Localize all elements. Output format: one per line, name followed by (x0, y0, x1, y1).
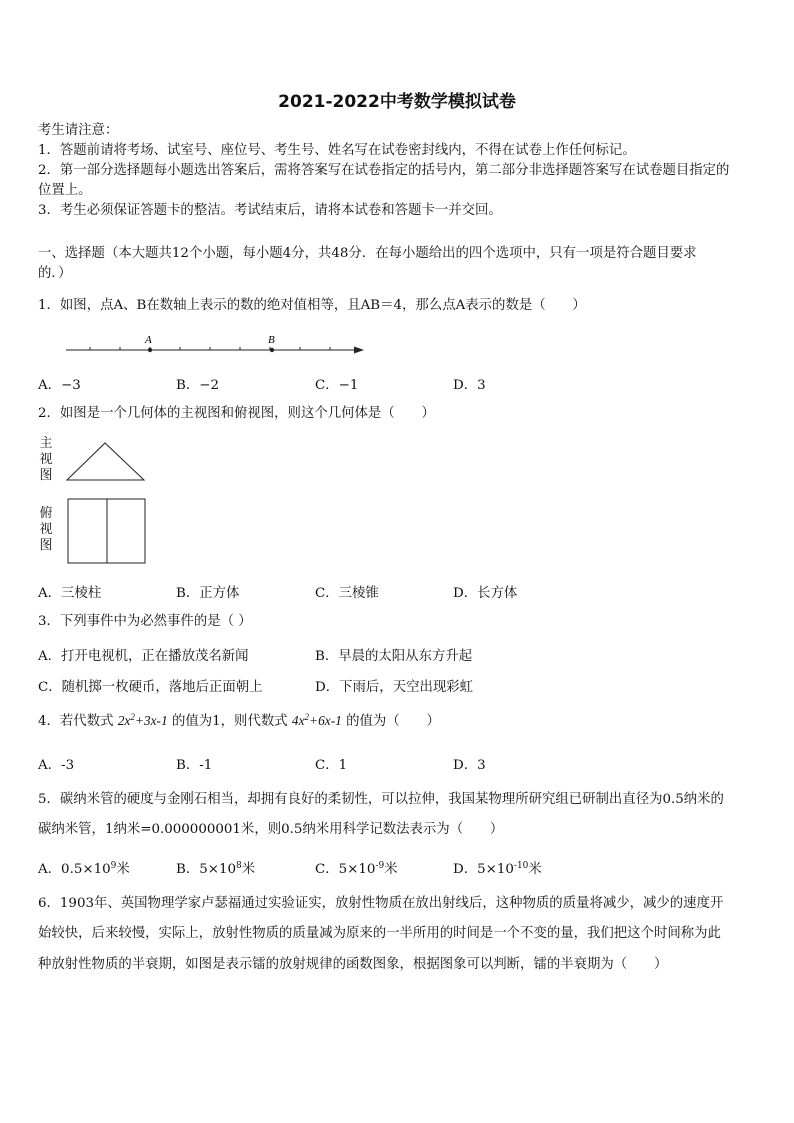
question-5-stem-cont: 碳纳米管，1纳米=0.000000001米，则0.5纳米用科学记数法表示为（ ） (38, 822, 504, 837)
q1-option-c[interactable]: C．−1 (315, 378, 359, 393)
q3-option-c[interactable]: C．随机掷一枚硬币，落地后正面朝上 (38, 680, 263, 695)
page-title: 2021-2022中考数学模拟试卷 (278, 92, 516, 112)
question-2-stem: 2．如图是一个几何体的主视图和俯视图，则这个几何体是（ ） (38, 406, 435, 421)
top-view-label: 俯 视 图 (39, 506, 53, 553)
number-line-figure (60, 328, 380, 364)
section-heading: 一、选择题（本大题共12个小题，每小题4分，共48分．在每小题给出的四个选项中，只有一项是符合题目要求 (38, 246, 697, 261)
question-1-stem: 1．如图，点A、B在数轴上表示的数的绝对值相等，且AB＝4，那么点A表示的数是（ ） (38, 298, 586, 313)
q1-option-a[interactable]: A．−3 (38, 378, 81, 393)
q3-option-b[interactable]: B．早晨的太阳从东方升起 (315, 649, 473, 664)
q2-option-b[interactable]: B．正方体 (176, 586, 240, 601)
notice-item: 2．第一部分选择题每小题选出答案后，需将答案写在试卷指定的括号内，第二部分非选择题答案写在试卷题目指定的 (38, 163, 730, 178)
q4-option-b[interactable]: B．-1 (176, 758, 213, 773)
notice-item: 3．考生必须保证答题卡的整洁。考试结束后，请将本试卷和答题卡一并交回。 (38, 203, 502, 218)
q5-option-a[interactable]: A．$0.5\times 10^9$米 (38, 861, 130, 877)
q5-option-d[interactable]: D．$5\times 10^{-10}$米 (453, 861, 542, 877)
q1-option-d[interactable]: D．3 (453, 378, 486, 393)
question-5-stem: 5．碳纳米管的硬度与金刚石相当，却拥有良好的柔韧性，可以拉伸，我国某物理所研究组已研制出直径为0.5纳米的 (38, 792, 724, 807)
q5-option-c[interactable]: C．$5\times 10^{-9}$米 (315, 861, 398, 877)
front-view-triangle (64, 440, 148, 484)
question-6-stem-cont: 种放射性物质的半衰期，如图是表示镭的放射规律的函数图象，根据图象可以判断，镭的半衰期为（ ） (38, 957, 668, 972)
question-6-stem-cont: 始较快，后来较慢，实际上，放射性物质的质量减为原来的一半所用的时间是一个不变的量，我们把这个时间称为此 (38, 926, 721, 941)
q4-option-c[interactable]: C．1 (315, 758, 348, 773)
q2-option-a[interactable]: A．三棱柱 (38, 586, 102, 601)
point-b (270, 348, 274, 352)
number-line-arrow (354, 347, 364, 354)
q3-option-d[interactable]: D．下雨后，天空出现彩虹 (315, 680, 474, 695)
point-a-label: A (145, 334, 152, 346)
q3-option-a[interactable]: A．打开电视机，正在播放茂名新闻 (38, 649, 249, 664)
q2-option-c[interactable]: C．三棱锥 (315, 586, 379, 601)
notice-item: 1．答题前请将考场、试室号、座位号、考生号、姓名写在试卷密封线内，不得在试卷上作任何标记。 (38, 143, 636, 158)
top-view-rectangle (66, 498, 148, 566)
point-a (148, 348, 152, 352)
point-b-label: B (268, 334, 275, 346)
q1-option-b[interactable]: B．−2 (176, 378, 219, 393)
section-heading-cont: 的．） (38, 266, 72, 281)
q5-option-b[interactable]: B．$5\times 10^8$米 (176, 861, 256, 877)
front-view-label: 主 视 图 (39, 436, 53, 483)
q4-option-a[interactable]: A．-3 (38, 758, 75, 773)
question-4-stem: 4．若代数式 $2x^2+3x-1$ 的值为1，则代数式 $4x^2+6x-1$ 的值为（ ） (38, 712, 440, 729)
q4-option-d[interactable]: D．3 (453, 758, 486, 773)
q2-option-d[interactable]: D．长方体 (453, 586, 518, 601)
expression-1: $2x^2+3x-1$ (117, 712, 168, 728)
notice-item: 位置上。 (38, 183, 92, 198)
question-6-stem: 6．1903年、英国物理学家卢瑟福通过实验证实，放射性物质在放出射线后，这种物质的质量将减少，减少的速度开 (38, 896, 724, 911)
question-3-stem: 3．下列事件中为必然事件的是（ ） (38, 614, 252, 629)
expression-2: $4x^2+6x-1$ (291, 712, 342, 728)
notice-heading: 考生请注意： (38, 123, 119, 138)
